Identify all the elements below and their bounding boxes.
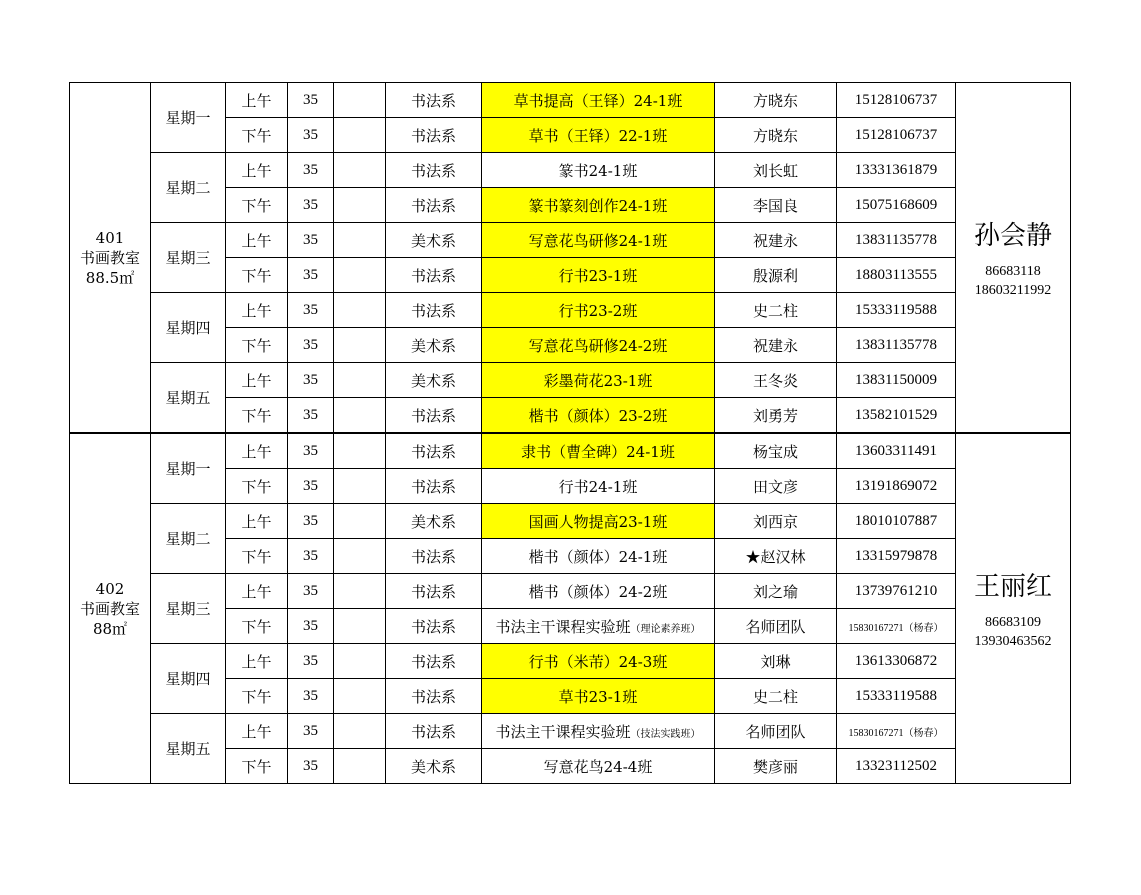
phone-cell: 13831135778 — [837, 223, 956, 258]
teacher-cell: 杨宝成 — [715, 433, 837, 469]
department-cell: 书法系 — [386, 539, 482, 574]
phone-cell: 13331361879 — [837, 153, 956, 188]
contact-cell — [956, 83, 1071, 434]
blank-cell — [334, 118, 386, 153]
period-cell: 下午 — [226, 609, 288, 644]
teacher-cell: 名师团队 — [715, 714, 837, 749]
blank-cell — [334, 258, 386, 293]
weekday-cell: 星期三 — [151, 223, 226, 293]
contact-name: 王丽红 — [973, 572, 1052, 602]
blank-cell — [334, 223, 386, 258]
class-note: （理论素养班） — [630, 623, 701, 635]
department-cell: 书法系 — [386, 258, 482, 293]
period-cell: 下午 — [226, 749, 288, 784]
class-name-cell — [482, 749, 715, 784]
phone-cell: 13739761210 — [837, 574, 956, 609]
class-name: 彩墨荷花23-1班 — [543, 371, 653, 390]
schedule-row — [70, 644, 1071, 679]
department-cell: 书法系 — [386, 714, 482, 749]
class-name: 草书提高（王铎）24-1班 — [513, 91, 683, 110]
class-name: 草书（王铎）22-1班 — [528, 126, 668, 145]
period-cell: 上午 — [226, 504, 288, 539]
blank-cell — [334, 714, 386, 749]
phone-cell: 13613306872 — [837, 644, 956, 679]
teacher-cell: 方晓东 — [715, 118, 837, 153]
teacher-cell: 刘之瑜 — [715, 574, 837, 609]
teacher-cell: 史二柱 — [715, 679, 837, 714]
class-name-cell — [482, 188, 715, 223]
room-label-line: 401 — [95, 228, 125, 247]
class-name: 写意花鸟24-4班 — [543, 757, 653, 776]
department-cell: 美术系 — [386, 363, 482, 398]
blank-cell — [334, 83, 386, 118]
phone-cell: 18010107887 — [837, 504, 956, 539]
department-cell: 书法系 — [386, 609, 482, 644]
period-cell: 上午 — [226, 714, 288, 749]
department-cell: 美术系 — [386, 749, 482, 784]
count-cell: 35 — [288, 433, 334, 469]
class-name-cell — [482, 574, 715, 609]
phone-cell: 13315979878 — [837, 539, 956, 574]
weekday-cell: 星期五 — [151, 714, 226, 784]
department-cell: 书法系 — [386, 679, 482, 714]
phone-cell: 15128106737 — [837, 83, 956, 118]
class-name-cell — [482, 714, 715, 749]
department-cell: 书法系 — [386, 188, 482, 223]
class-name: 行书24-1班 — [558, 477, 638, 496]
room-label-line: 88.5㎡ — [85, 268, 135, 287]
blank-cell — [334, 609, 386, 644]
class-name-cell — [482, 293, 715, 328]
period-cell: 下午 — [226, 398, 288, 434]
class-name-cell — [482, 398, 715, 434]
contact-phone: 86683118 — [985, 264, 1041, 279]
schedule-row — [70, 223, 1071, 258]
blank-cell — [334, 644, 386, 679]
phone-cell: 13323112502 — [837, 749, 956, 784]
schedule-row — [70, 153, 1071, 188]
count-cell: 35 — [288, 609, 334, 644]
teacher-cell: 祝建永 — [715, 328, 837, 363]
phone-cell: 13603311491 — [837, 433, 956, 469]
period-cell: 上午 — [226, 153, 288, 188]
room-label-line: 88㎡ — [92, 619, 128, 638]
blank-cell — [334, 153, 386, 188]
department-cell: 书法系 — [386, 153, 482, 188]
teacher-cell: 刘勇芳 — [715, 398, 837, 434]
weekday-cell: 星期五 — [151, 363, 226, 434]
department-cell: 书法系 — [386, 574, 482, 609]
weekday-cell: 星期一 — [151, 83, 226, 153]
blank-cell — [334, 363, 386, 398]
class-name-cell — [482, 223, 715, 258]
blank-cell — [334, 504, 386, 539]
class-name-cell — [482, 609, 715, 644]
phone-cell: 15830167271（杨春） — [837, 609, 956, 644]
class-name: 行书23-2班 — [558, 301, 638, 320]
blank-cell — [334, 679, 386, 714]
count-cell: 35 — [288, 539, 334, 574]
count-cell: 35 — [288, 223, 334, 258]
count-cell: 35 — [288, 469, 334, 504]
class-name: 书法主干课程实验班 — [495, 722, 631, 741]
class-name-cell — [482, 258, 715, 293]
blank-cell — [334, 574, 386, 609]
class-name: 篆书24-1班 — [558, 161, 638, 180]
room-label-line: 402 — [95, 579, 125, 598]
class-name: 行书（米芾）24-3班 — [528, 652, 668, 671]
schedule-row — [70, 293, 1071, 328]
blank-cell — [334, 469, 386, 504]
blank-cell — [334, 293, 386, 328]
period-cell: 上午 — [226, 574, 288, 609]
count-cell: 35 — [288, 363, 334, 398]
weekday-cell: 星期一 — [151, 433, 226, 504]
class-name: 楷书（颜体）24-1班 — [528, 547, 668, 566]
weekday-cell: 星期二 — [151, 153, 226, 223]
count-cell: 35 — [288, 398, 334, 434]
class-name: 书法主干课程实验班 — [495, 617, 631, 636]
period-cell: 上午 — [226, 363, 288, 398]
class-name-cell — [482, 504, 715, 539]
teacher-cell: 刘西京 — [715, 504, 837, 539]
class-name-cell — [482, 83, 715, 118]
count-cell: 35 — [288, 328, 334, 363]
period-cell: 下午 — [226, 679, 288, 714]
contact-name: 孙会静 — [973, 221, 1052, 251]
teacher-cell: 祝建永 — [715, 223, 837, 258]
department-cell: 美术系 — [386, 328, 482, 363]
room-cell — [70, 433, 151, 784]
phone-cell: 13582101529 — [837, 398, 956, 434]
period-cell: 下午 — [226, 188, 288, 223]
room-cell — [70, 83, 151, 434]
department-cell: 书法系 — [386, 83, 482, 118]
count-cell: 35 — [288, 153, 334, 188]
teacher-cell: 刘长虹 — [715, 153, 837, 188]
class-note: （技法实践班） — [630, 728, 701, 740]
room-label-line: 书画教室 — [79, 599, 140, 618]
schedule-row — [70, 714, 1071, 749]
teacher-cell: 田文彦 — [715, 469, 837, 504]
weekday-cell: 星期四 — [151, 644, 226, 714]
room-label-line: 书画教室 — [79, 248, 140, 267]
class-name-cell — [482, 153, 715, 188]
class-name-cell — [482, 328, 715, 363]
phone-cell: 15128106737 — [837, 118, 956, 153]
class-name: 行书23-1班 — [558, 266, 638, 285]
period-cell: 下午 — [226, 258, 288, 293]
period-cell: 下午 — [226, 328, 288, 363]
blank-cell — [334, 398, 386, 434]
class-name: 写意花鸟研修24-1班 — [528, 231, 668, 250]
period-cell: 上午 — [226, 644, 288, 679]
count-cell: 35 — [288, 118, 334, 153]
contact-phone: 86683109 — [985, 615, 1041, 630]
teacher-cell: 方晓东 — [715, 83, 837, 118]
period-cell: 上午 — [226, 83, 288, 118]
department-cell: 书法系 — [386, 293, 482, 328]
period-cell: 下午 — [226, 539, 288, 574]
phone-cell: 15333119588 — [837, 679, 956, 714]
schedule-row — [70, 83, 1071, 118]
count-cell: 35 — [288, 749, 334, 784]
department-cell: 美术系 — [386, 504, 482, 539]
count-cell: 35 — [288, 83, 334, 118]
teacher-cell: 名师团队 — [715, 609, 837, 644]
count-cell: 35 — [288, 574, 334, 609]
class-name-cell — [482, 679, 715, 714]
class-name: 楷书（颜体）23-2班 — [528, 406, 668, 425]
class-name: 篆书篆刻创作24-1班 — [528, 196, 668, 215]
period-cell: 下午 — [226, 118, 288, 153]
teacher-cell: ★赵汉林 — [715, 539, 837, 574]
phone-cell: 13191869072 — [837, 469, 956, 504]
period-cell: 上午 — [226, 223, 288, 258]
contact-phone: 18603211992 — [974, 283, 1052, 298]
count-cell: 35 — [288, 258, 334, 293]
teacher-cell: 史二柱 — [715, 293, 837, 328]
weekday-cell: 星期三 — [151, 574, 226, 644]
blank-cell — [334, 328, 386, 363]
class-name-cell — [482, 539, 715, 574]
department-cell: 书法系 — [386, 118, 482, 153]
contact-cell — [956, 433, 1071, 784]
department-cell: 书法系 — [386, 469, 482, 504]
schedule-row — [70, 433, 1071, 469]
phone-cell: 15075168609 — [837, 188, 956, 223]
weekday-cell: 星期二 — [151, 504, 226, 574]
teacher-cell: 刘琳 — [715, 644, 837, 679]
class-name-cell — [482, 118, 715, 153]
schedule-row — [70, 504, 1071, 539]
blank-cell — [334, 749, 386, 784]
count-cell: 35 — [288, 679, 334, 714]
phone-cell: 15830167271（杨春） — [837, 714, 956, 749]
blank-cell — [334, 188, 386, 223]
class-name-cell — [482, 469, 715, 504]
teacher-cell: 殷源利 — [715, 258, 837, 293]
phone-cell: 13831135778 — [837, 328, 956, 363]
department-cell: 美术系 — [386, 223, 482, 258]
schedule-row — [70, 574, 1071, 609]
count-cell: 35 — [288, 644, 334, 679]
class-name: 草书23-1班 — [558, 687, 638, 706]
department-cell: 书法系 — [386, 433, 482, 469]
schedule-row — [70, 363, 1071, 398]
teacher-cell: 王冬炎 — [715, 363, 837, 398]
count-cell: 35 — [288, 504, 334, 539]
count-cell: 35 — [288, 293, 334, 328]
period-cell: 下午 — [226, 469, 288, 504]
phone-cell: 13831150009 — [837, 363, 956, 398]
period-cell: 上午 — [226, 293, 288, 328]
phone-cell: 18803113555 — [837, 258, 956, 293]
count-cell: 35 — [288, 188, 334, 223]
class-name: 国画人物提高23-1班 — [528, 512, 668, 531]
class-name: 隶书（曹全碑）24-1班 — [521, 442, 675, 461]
class-name-cell — [482, 644, 715, 679]
contact-phone: 13930463562 — [974, 634, 1052, 649]
teacher-cell: 樊彦丽 — [715, 749, 837, 784]
class-name-cell — [482, 433, 715, 469]
count-cell: 35 — [288, 714, 334, 749]
class-name: 写意花鸟研修24-2班 — [528, 336, 668, 355]
phone-cell: 15333119588 — [837, 293, 956, 328]
schedule-table — [69, 82, 1071, 784]
teacher-cell: 李国良 — [715, 188, 837, 223]
weekday-cell: 星期四 — [151, 293, 226, 363]
class-name-cell — [482, 363, 715, 398]
blank-cell — [334, 539, 386, 574]
department-cell: 书法系 — [386, 398, 482, 434]
period-cell: 上午 — [226, 433, 288, 469]
blank-cell — [334, 433, 386, 469]
department-cell: 书法系 — [386, 644, 482, 679]
class-name: 楷书（颜体）24-2班 — [528, 582, 668, 601]
